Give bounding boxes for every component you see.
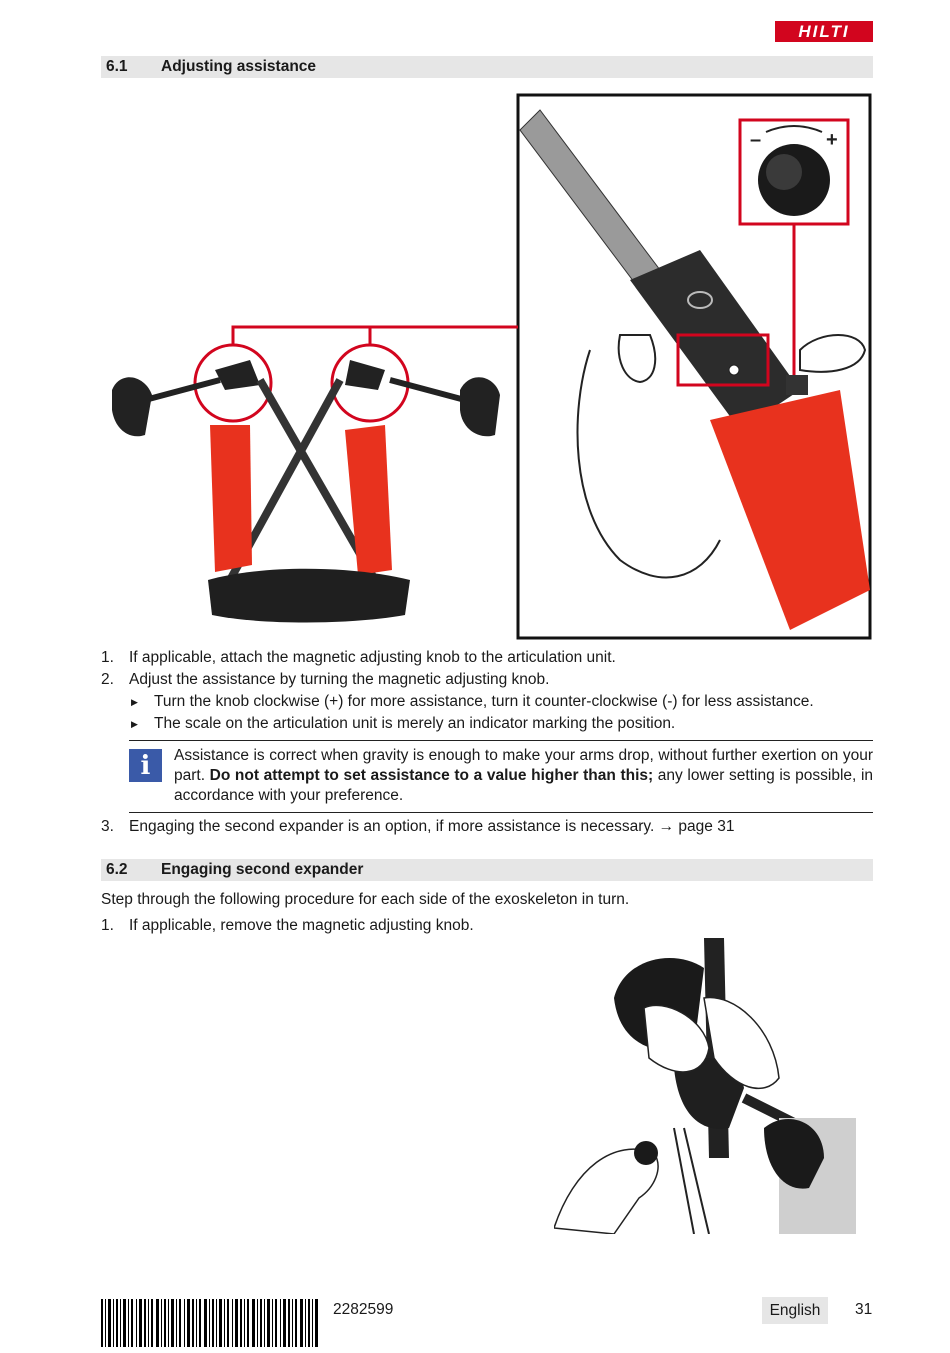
triangle-bullet-icon: ▶ xyxy=(131,697,138,707)
barcode-icon xyxy=(101,1299,319,1347)
hilti-logo: HILTI xyxy=(775,21,873,42)
page-number: 31 xyxy=(855,1301,873,1318)
step-text: Adjust the assistance by turning the magnetic adjusting knob. xyxy=(129,671,550,688)
minus-label: – xyxy=(750,129,762,151)
note-text-end: any lower setting is possible, in accordance with your preference. xyxy=(174,767,874,804)
note-warning-text: Do not attempt to set assistance to a value higher than this; xyxy=(209,767,654,784)
figure-remove-knob xyxy=(554,928,856,1234)
step-text-with-page-link[interactable]: Engaging the second expander is an option, if more assistance is necessary. → page 31 xyxy=(129,818,735,835)
section-number: 6.1 xyxy=(106,58,128,75)
step-number: 1. xyxy=(101,649,114,666)
plus-label: + xyxy=(826,129,838,151)
bullet-text: Turn the knob clockwise (+) for more assistance, turn it counter-clockwise (-) for less assistance. xyxy=(154,693,814,710)
figure-adjusting-knob xyxy=(100,90,875,642)
step-number: 1. xyxy=(101,917,114,934)
step-text: If applicable, attach the magnetic adjusting knob to the articulation unit. xyxy=(129,649,616,666)
note-top-rule xyxy=(129,740,873,741)
section-number: 6.2 xyxy=(106,861,128,878)
triangle-bullet-icon: ▶ xyxy=(131,719,138,729)
step-text: If applicable, remove the magnetic adjusting knob. xyxy=(129,917,474,934)
step-number: 2. xyxy=(101,671,114,688)
section-title: Engaging second expander xyxy=(161,861,364,878)
note-bottom-rule xyxy=(129,812,873,813)
section-title: Adjusting assistance xyxy=(161,58,317,75)
language-label: English xyxy=(762,1297,828,1324)
section-heading-6-2 xyxy=(101,859,873,881)
step-number: 3. xyxy=(101,818,114,835)
intro-text: Step through the following procedure for each side of the exoskeleton in turn. xyxy=(101,891,630,908)
note-text: Assistance is correct when gravity is enough to make your arms drop, without further exertion on your part. xyxy=(174,747,873,784)
info-note xyxy=(174,746,873,806)
bullet-text: The scale on the articulation unit is merely an indicator marking the position. xyxy=(154,715,676,732)
intro-paragraph xyxy=(101,891,629,909)
info-icon: i xyxy=(129,749,162,782)
section-heading-6-1 xyxy=(101,56,873,78)
document-code: 2282599 xyxy=(333,1301,394,1318)
